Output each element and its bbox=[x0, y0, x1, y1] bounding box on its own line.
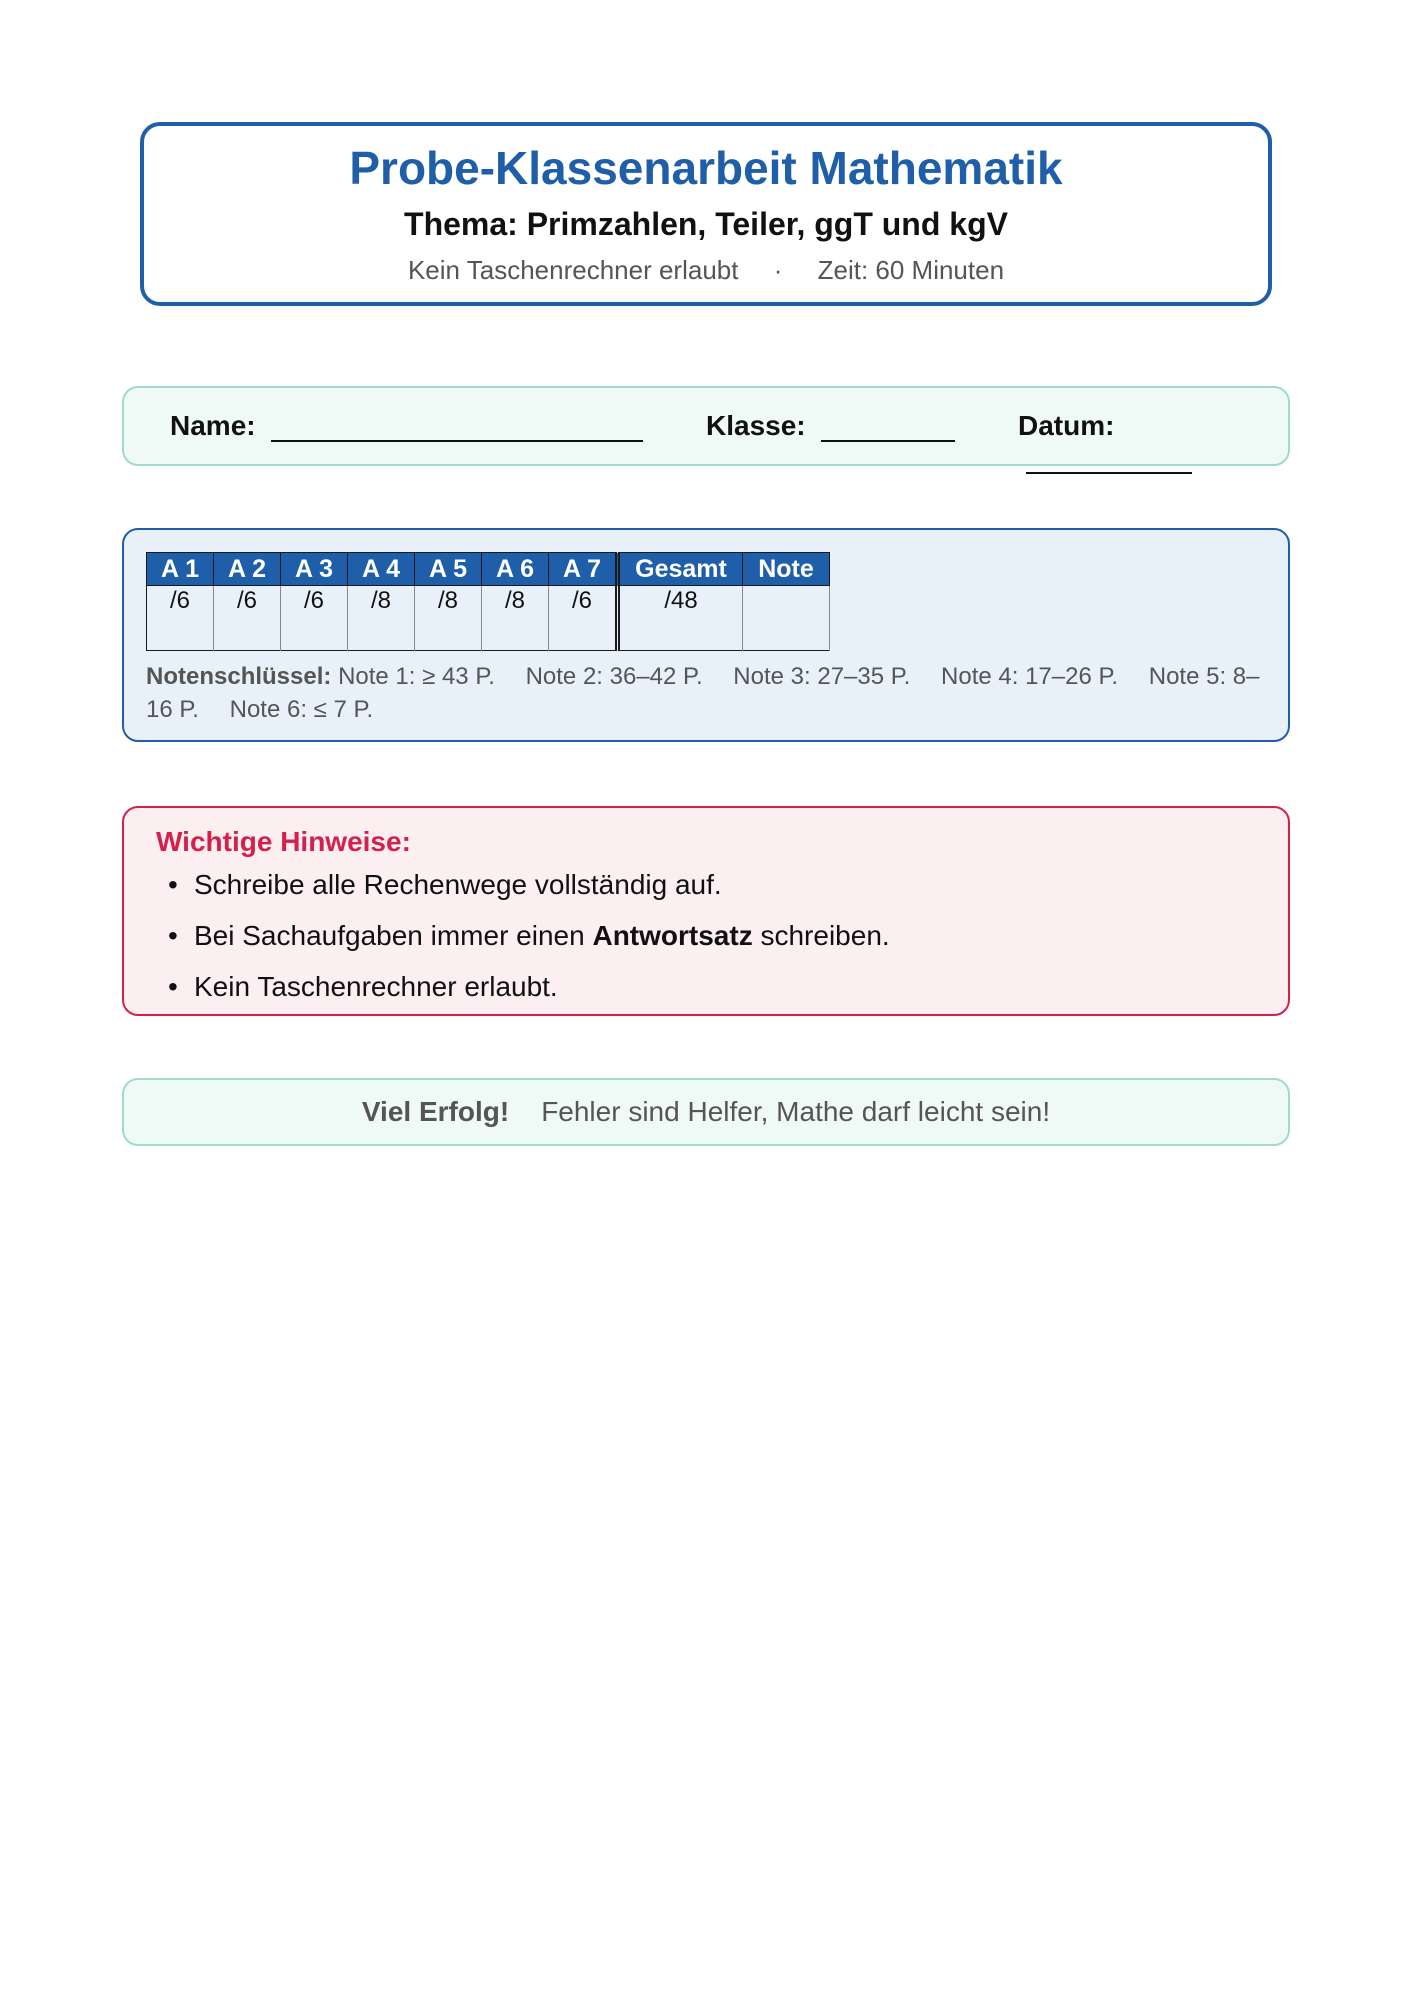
header-box bbox=[140, 122, 1272, 306]
score-header-row bbox=[147, 553, 830, 586]
date-label: Datum: bbox=[1018, 410, 1115, 441]
points-a6[interactable]: /8 bbox=[482, 586, 549, 651]
grade-cell[interactable] bbox=[743, 586, 830, 651]
hints-list bbox=[168, 868, 890, 1021]
score-points-row bbox=[147, 586, 830, 651]
page-subtitle: Thema: Primzahlen, Teiler, ggT und kgV bbox=[404, 206, 1008, 242]
points-a1[interactable]: /6 bbox=[147, 586, 214, 651]
header-a7: A 7 bbox=[549, 553, 618, 586]
closing-box bbox=[122, 1078, 1290, 1146]
hint-text-2-before: Bei Sachaufgaben immer einen bbox=[194, 920, 585, 951]
date-input-line[interactable] bbox=[1026, 444, 1192, 474]
points-a5[interactable]: /8 bbox=[415, 586, 482, 651]
header-a5: A 5 bbox=[415, 553, 482, 586]
time-limit: Zeit: 60 Minuten bbox=[817, 255, 1005, 285]
header-a3: A 3 bbox=[281, 553, 348, 586]
bullet-icon: • bbox=[168, 869, 178, 900]
class-field bbox=[706, 410, 955, 442]
bullet-icon: • bbox=[168, 971, 178, 1002]
page-title: Probe-Klassenarbeit Mathematik bbox=[349, 142, 1063, 194]
meta-separator: · bbox=[773, 255, 783, 285]
hint-item bbox=[168, 970, 890, 1004]
grade-6-range: Note 6: ≤ 7 P. bbox=[229, 696, 374, 723]
grade-1-range: Note 1: ≥ 43 P. bbox=[338, 663, 495, 690]
grade-3-range: Note 3: 27–35 P. bbox=[733, 663, 911, 690]
grading-key-label: Notenschlüssel: bbox=[146, 663, 332, 690]
hint-text-2-bold: Antwortsatz bbox=[592, 920, 753, 951]
points-total[interactable]: /48 bbox=[618, 586, 743, 651]
hint-item bbox=[168, 868, 890, 902]
bullet-icon: • bbox=[168, 920, 178, 951]
grading-key bbox=[146, 660, 1276, 726]
hints-box bbox=[122, 806, 1290, 1016]
hint-text-2-after: schreiben. bbox=[760, 920, 890, 951]
hint-text-1: Schreibe alle Rechenwege vollständig auf. bbox=[194, 869, 722, 900]
closing-text: Fehler sind Helfer, Mathe darf leicht sein! bbox=[541, 1096, 1051, 1127]
class-label: Klasse: bbox=[706, 410, 806, 441]
points-a7[interactable]: /6 bbox=[549, 586, 618, 651]
grade-5-range: Note 5: 8–16 P. bbox=[146, 663, 1260, 723]
exam-meta bbox=[144, 254, 1268, 286]
hint-text-3: Kein Taschenrechner erlaubt. bbox=[194, 971, 558, 1002]
header-total: Gesamt bbox=[618, 553, 743, 586]
header-a6: A 6 bbox=[482, 553, 549, 586]
name-input-line[interactable] bbox=[271, 412, 643, 442]
hint-item bbox=[168, 919, 890, 953]
points-a4[interactable]: /8 bbox=[348, 586, 415, 651]
name-field bbox=[170, 410, 643, 442]
hints-title: Wichtige Hinweise: bbox=[156, 826, 411, 857]
points-a3[interactable]: /6 bbox=[281, 586, 348, 651]
score-box bbox=[122, 528, 1290, 742]
header-a2: A 2 bbox=[214, 553, 281, 586]
date-field bbox=[1018, 410, 1288, 474]
closing-bold: Viel Erfolg! bbox=[361, 1096, 510, 1127]
score-table bbox=[146, 552, 830, 651]
student-info-box bbox=[122, 386, 1290, 466]
header-a4: A 4 bbox=[348, 553, 415, 586]
grade-2-range: Note 2: 36–42 P. bbox=[525, 663, 703, 690]
header-grade: Note bbox=[743, 553, 830, 586]
name-label: Name: bbox=[170, 410, 256, 441]
header-a1: A 1 bbox=[147, 553, 214, 586]
calculator-note: Kein Taschenrechner erlaubt bbox=[407, 255, 739, 285]
points-a2[interactable]: /6 bbox=[214, 586, 281, 651]
grade-4-range: Note 4: 17–26 P. bbox=[941, 663, 1119, 690]
class-input-line[interactable] bbox=[821, 412, 955, 442]
